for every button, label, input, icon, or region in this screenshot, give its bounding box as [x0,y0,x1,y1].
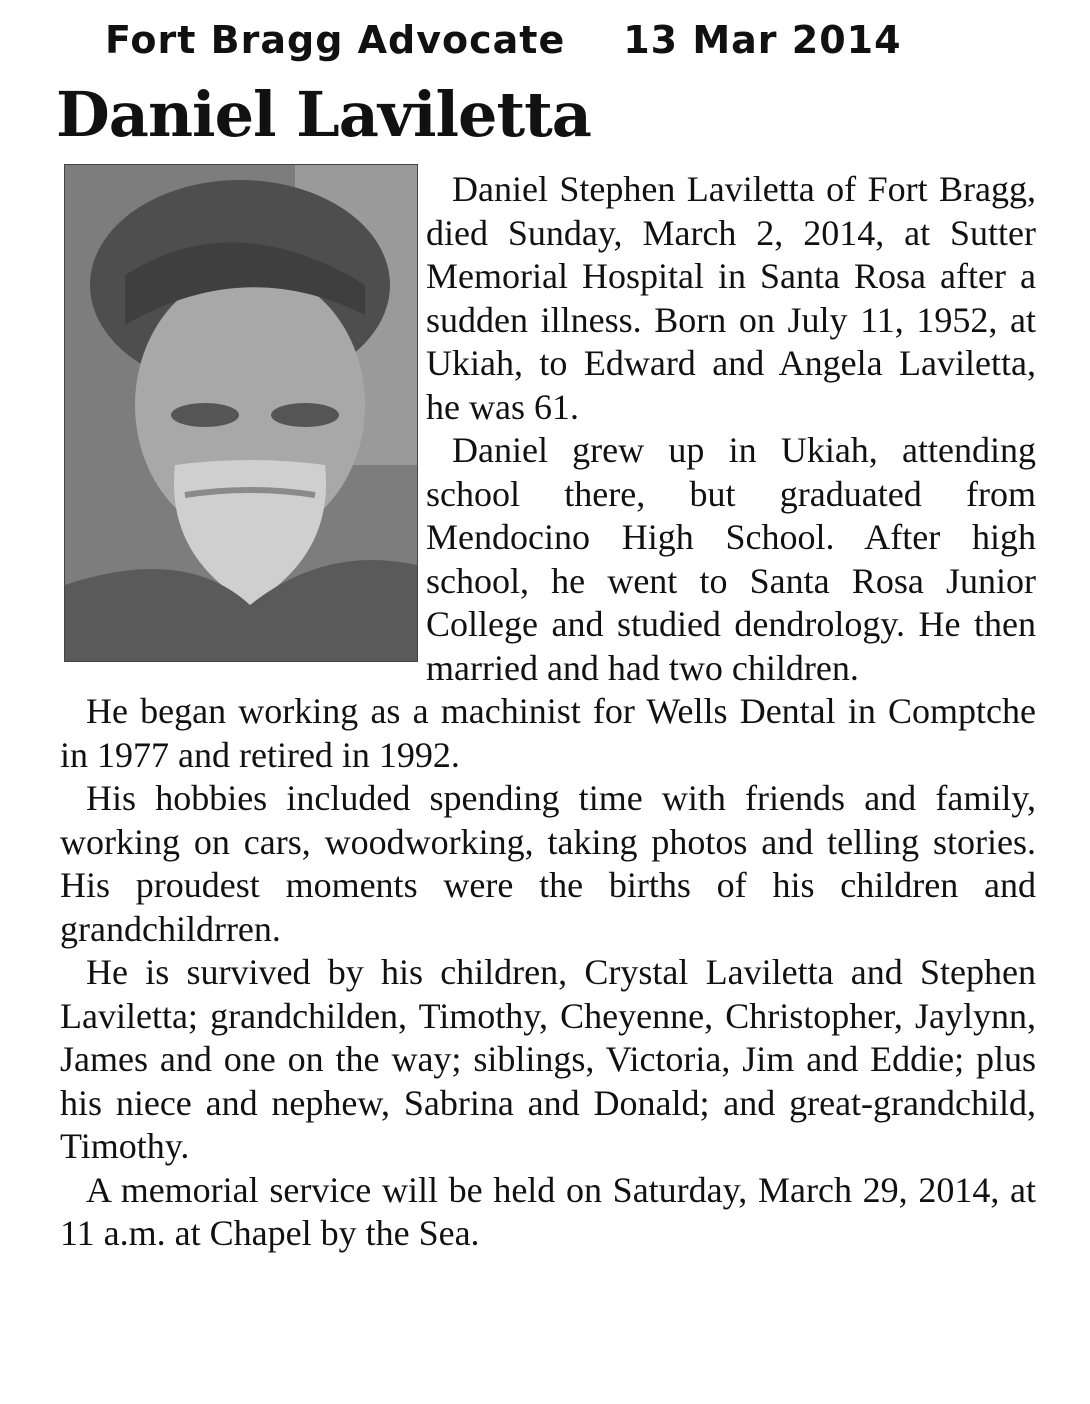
photo-spacer [60,168,426,684]
paragraph-death-notice: Daniel Stephen Laviletta of Fort Bragg, died Sunday, March 2, 2014, at Sutter Memorial Hospital in Santa Rosa after a sudden illness. Born on July 11, 1952, at Ukiah, to Edward and Angela Laviletta, he was 61. [426,169,1036,427]
paragraph-career: He began working as a machinist for Wells Dental in Comptche in 1977 and retired in 1992. [60,691,1036,775]
obituary-body [60,168,1036,1256]
paragraph-memorial: A memorial service will be held on Saturday, March 29, 2014, at 11 a.m. at Chapel by the Sea. [60,1169,1036,1253]
paragraph-education: Daniel grew up in Ukiah, attending school there, but graduated from Mendocino High School. After high school, he went to Santa Rosa Junior College and studied dendrology. He then married and had two children. [426,430,1036,688]
publication-name: Fort Bragg Advocate [105,18,566,62]
publication-date: 13 Mar 2014 [623,18,902,62]
paragraph-survivors: He is survived by his children, Crystal Laviletta and Stephen Laviletta; grandchilden, Timothy, Cheyenne, Christopher, Jaylynn, James and one on the way; siblings, Victoria, Jim and Eddie; plus his niece and nephew, Sabrina and Donald; and great-grandchild, Timothy. [60,952,1036,1166]
paragraph-hobbies: His hobbies included spending time with friends and family, working on cars, woodworking, taking photos and telling stories. His proudest moments were the births of his children and grandchildrren. [60,778,1036,949]
clipping-header [105,18,902,62]
obituary-headline: Daniel Laviletta [56,78,591,151]
